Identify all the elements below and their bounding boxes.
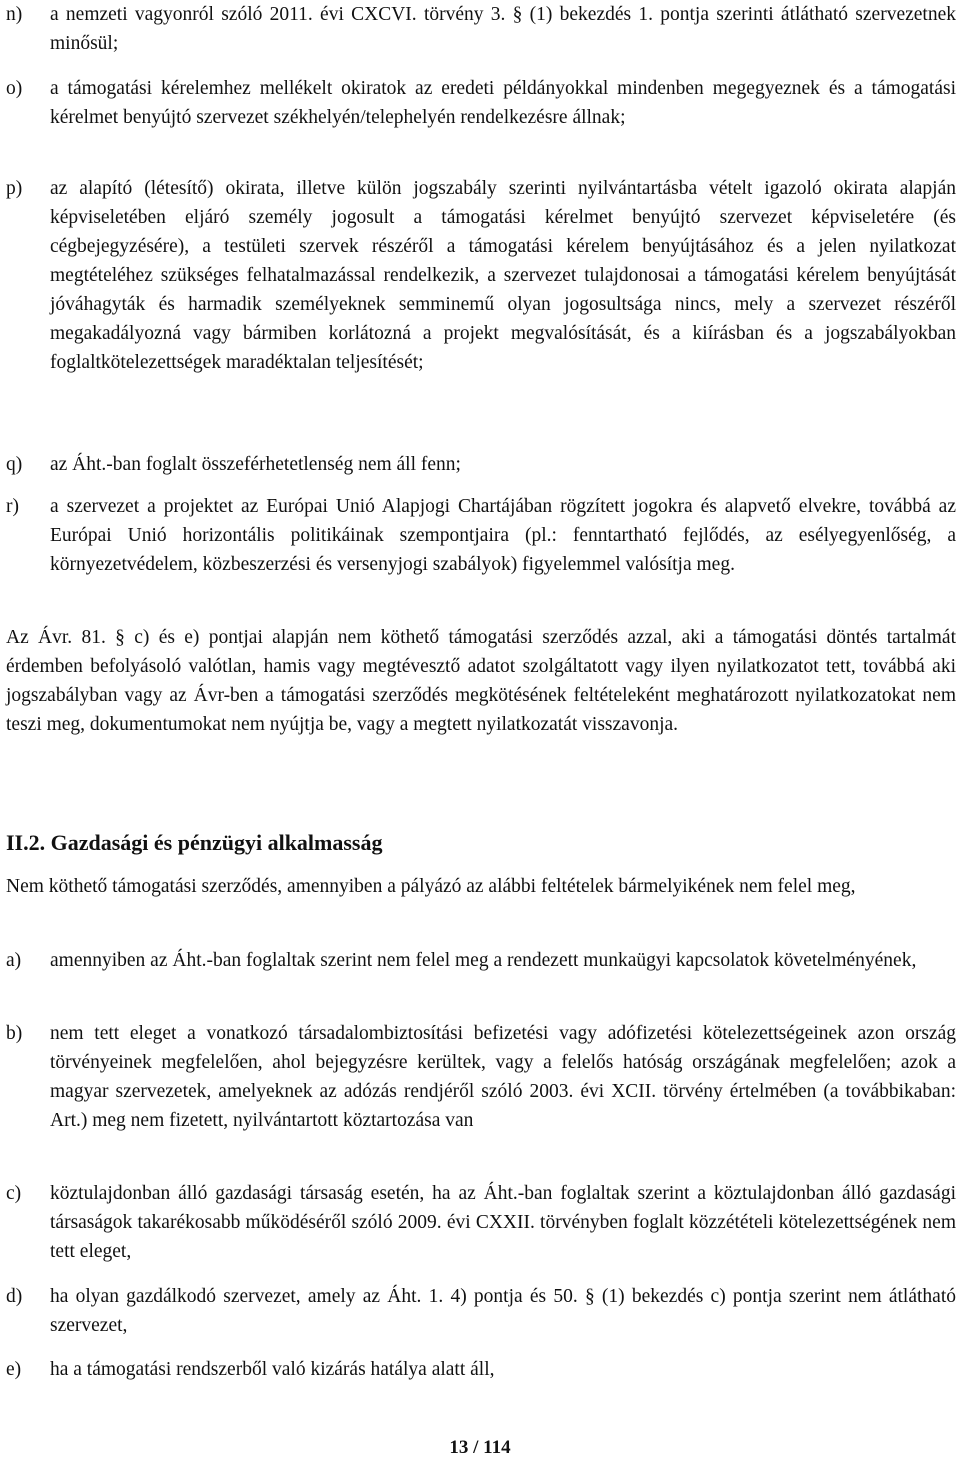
list-item-text: az Áht.-ban foglalt összeférhetetlenség nem áll fenn; [50, 454, 461, 475]
list-item-q [6, 450, 956, 479]
list-item-e [6, 1355, 956, 1384]
avr-paragraph: Az Ávr. 81. § c) és e) pontjai alapján nem köthető támogatási szerződés azzal, aki a támogatási döntés tartalmát érdemben befolyásoló valótlan, hamis vagy megtévesztő adatot szolgáltatott vagy ilyen nyilatkozatot tett, továbbá aki jogszabályban vagy az Ávr-ben a támogatási szerződés megkötésének feltételeként meghatározott nyilatkozatokat nem teszi meg, dokumentumokat nem nyújtja be, vagy a megtett nyilatkozatát visszavonja. [6, 627, 956, 735]
section-intro: Nem köthető támogatási szerződés, amennyiben a pályázó az alábbi feltételek bármelyikének nem felel meg, [6, 876, 856, 897]
list-item-a [6, 946, 956, 975]
list-item-text: a támogatási kérelemhez mellékelt okiratok az eredeti példányokkal mindenben megegyeznek és a támogatási kérelmet benyújtó szervezet székhelyén/telephelyén rendelkezésre állnak; [50, 78, 956, 128]
list-item-text: az alapító (létesítő) okirata, illetve külön jogszabály szerinti nyilvántartásba vételt igazoló okirata alapján képviseletében eljáró személy jogosult a támogatási kérelmet benyújtó szervezet képviseletére (és cégbejegyzésére), a testületi szervek részéről a támogatási kérelem benyújtásához és a jelen nyilatkozat megtételéhez szükséges felhatalmazással rendelkezik, a szervezet tulajdonosai a támogatási kérelem benyújtását jóváhagyták és harmadik személyeknek semminemű olyan jogosultsága nincs, mely a szervezet részéről megakadályozná vagy bármiben korlátozná a projekt megvalósítását, és a kiírásban és a jogszabályokban foglaltkötelezettségek maradéktalan teljesítését; [50, 178, 956, 373]
list-marker: a) [6, 950, 22, 971]
list-marker: n) [6, 4, 23, 25]
list-item-d [6, 1282, 956, 1340]
list-marker: d) [6, 1286, 23, 1307]
list-item-text: ha a támogatási rendszerből való kizárás hatálya alatt áll, [50, 1359, 495, 1380]
list-marker: q) [6, 454, 23, 475]
list-item-text: ha olyan gazdálkodó szervezet, amely az Áht. 1. 4) pontja és 50. § (1) bekezdés c) pontja szerint nem átlátható szervezet, [50, 1286, 956, 1336]
list-marker: e) [6, 1359, 22, 1380]
list-item-n [6, 0, 956, 58]
list-item-c [6, 1179, 956, 1266]
list-item-b [6, 1019, 956, 1135]
list-marker: p) [6, 178, 23, 199]
page-number: 13 / 114 [449, 1437, 511, 1458]
list-marker: b) [6, 1023, 23, 1044]
list-item-text: a nemzeti vagyonról szóló 2011. évi CXCVI. törvény 3. § (1) bekezdés 1. pontja szerinti átlátható szervezetnek minősül; [50, 4, 956, 54]
section-heading: II.2. Gazdasági és pénzügyi alkalmasság [6, 830, 383, 855]
list-item-text: nem tett eleget a vonatkozó társadalombiztosítási befizetési vagy adófizetési kötelezettségeinek azon ország törvényeinek megfelelően, ahol bejegyzésre kerültek, vagy a felelős hatóság országának megfelelően; azok a magyar szervezetek, amelyeknek az adózás rendjéről szóló 2003. évi XCII. törvény értelmében (a továbbikaban: Art.) meg nem fizetett, nyilvántartott köztartozása van [50, 1023, 956, 1131]
list-item-r [6, 492, 956, 579]
list-marker: o) [6, 78, 23, 99]
list-marker: c) [6, 1183, 22, 1204]
list-marker: r) [6, 496, 19, 517]
list-item-text: amennyiben az Áht.-ban foglaltak szerint nem felel meg a rendezett munkaügyi kapcsolatok követelményének, [50, 950, 917, 971]
list-item-p [6, 174, 956, 377]
list-item-o [6, 74, 956, 132]
list-item-text: a szervezet a projektet az Európai Unió Alapjogi Chartájában rögzített jogokra és alapvető elvekre, továbbá az Európai Unió horizontális politikáinak szempontjaira (pl.: fenntartható fejlődés, az esélyegyenlőség, a környezetvédelem, közbeszerzési és versenyjogi szabályok) figyelemmel valósítja meg. [50, 496, 956, 575]
list-item-text: köztulajdonban álló gazdasági társaság esetén, ha az Áht.-ban foglaltak szerint a köztulajdonban álló gazdasági társaságok takarékosabb működéséről szóló 2009. évi CXXII. törvényben foglalt közzétételi kötelezettségének nem tett eleget, [50, 1183, 956, 1262]
